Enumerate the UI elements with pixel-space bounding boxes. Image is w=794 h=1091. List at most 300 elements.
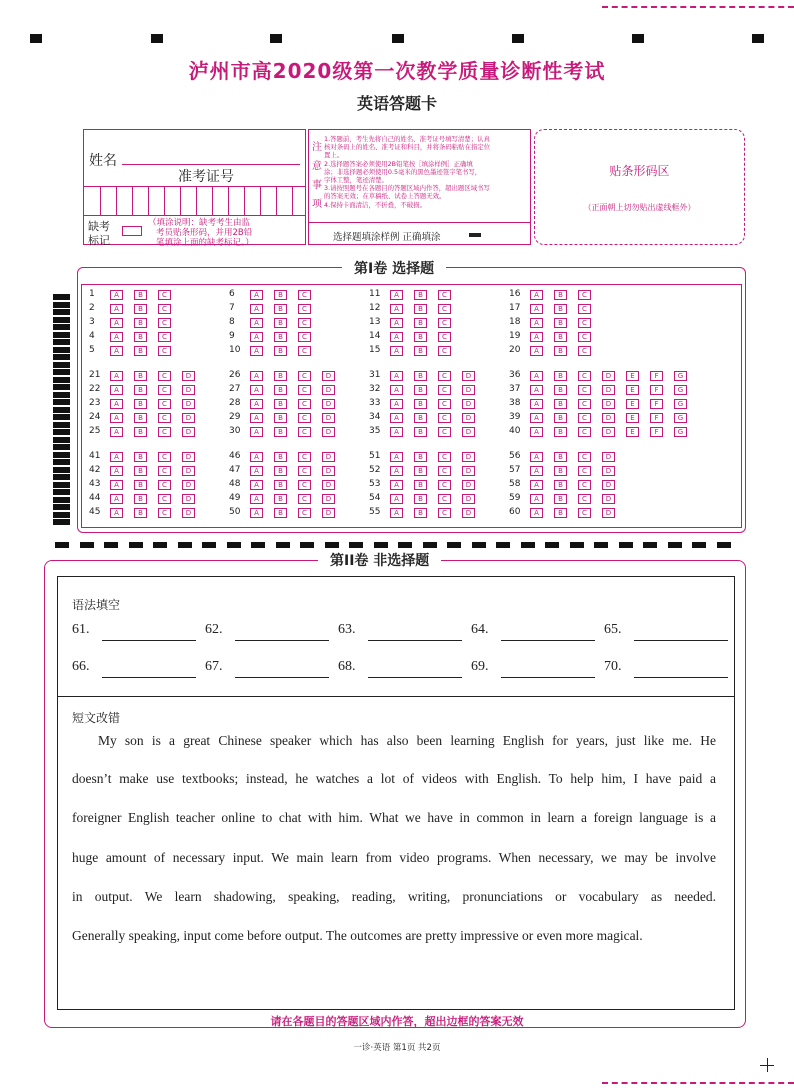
answer-option-a[interactable]: A: [530, 371, 543, 381]
answer-option-b[interactable]: B: [554, 290, 567, 300]
answer-option-a[interactable]: A: [250, 399, 263, 409]
answer-option-g[interactable]: G: [674, 413, 687, 423]
answer-option-a[interactable]: A: [110, 385, 123, 395]
answer-option-c[interactable]: C: [298, 332, 311, 342]
answer-option-b[interactable]: B: [134, 466, 147, 476]
answer-option-a[interactable]: A: [530, 318, 543, 328]
answer-option-c[interactable]: C: [158, 290, 171, 300]
question-number: 35: [369, 426, 381, 436]
answer-option-d[interactable]: D: [322, 494, 335, 504]
answer-option-c[interactable]: C: [158, 332, 171, 342]
answer-option-b[interactable]: B: [134, 399, 147, 409]
question-number: 37: [509, 384, 521, 394]
question-number: 55: [369, 507, 381, 517]
answer-option-a[interactable]: A: [250, 371, 263, 381]
answer-option-b[interactable]: B: [554, 452, 567, 462]
answer-option-c[interactable]: C: [158, 452, 171, 462]
answer-option-b[interactable]: B: [414, 480, 427, 490]
answer-option-a[interactable]: A: [530, 466, 543, 476]
answer-option-b[interactable]: B: [414, 413, 427, 423]
answer-option-a[interactable]: A: [110, 466, 123, 476]
answer-option-c[interactable]: C: [298, 290, 311, 300]
question-number: 26: [229, 370, 241, 380]
answer-option-a[interactable]: A: [110, 480, 123, 490]
answer-blank[interactable]: [501, 640, 595, 641]
answer-option-a[interactable]: A: [530, 508, 543, 518]
answer-option-c[interactable]: C: [438, 385, 451, 395]
page-title: 泸州市高2020级第一次教学质量诊断性考试: [188, 59, 606, 83]
answer-option-c[interactable]: C: [438, 452, 451, 462]
answer-option-c[interactable]: C: [578, 332, 591, 342]
question-number: 24: [89, 412, 101, 422]
answer-option-d[interactable]: D: [322, 399, 335, 409]
answer-option-b[interactable]: B: [554, 318, 567, 328]
answer-option-g[interactable]: G: [674, 399, 687, 409]
answer-option-a[interactable]: A: [390, 385, 403, 395]
answer-option-a[interactable]: A: [390, 318, 403, 328]
timing-mark: [545, 542, 559, 548]
answer-option-d[interactable]: D: [182, 494, 195, 504]
answer-option-a[interactable]: A: [530, 346, 543, 356]
answer-option-c[interactable]: C: [158, 371, 171, 381]
timing-mark: [423, 542, 437, 548]
question-number: 21: [89, 370, 101, 380]
absent-mark-box[interactable]: [122, 226, 142, 236]
answer-option-b[interactable]: B: [554, 332, 567, 342]
timing-mark: [692, 542, 706, 548]
answer-option-g[interactable]: G: [674, 427, 687, 437]
answer-option-c[interactable]: C: [578, 452, 591, 462]
answer-option-c[interactable]: C: [578, 427, 591, 437]
answer-option-a[interactable]: A: [250, 290, 263, 300]
answer-option-b[interactable]: B: [134, 346, 147, 356]
answer-option-b[interactable]: B: [414, 427, 427, 437]
answer-option-a[interactable]: A: [530, 385, 543, 395]
answer-option-d[interactable]: D: [182, 385, 195, 395]
answer-option-b[interactable]: B: [134, 332, 147, 342]
answer-option-f[interactable]: F: [650, 371, 663, 381]
answer-option-b[interactable]: B: [554, 346, 567, 356]
answer-option-b[interactable]: B: [274, 290, 287, 300]
answer-option-a[interactable]: A: [110, 452, 123, 462]
answer-option-d[interactable]: D: [322, 427, 335, 437]
fill-sample-mark: [469, 233, 481, 237]
answer-option-d[interactable]: D: [182, 480, 195, 490]
answer-option-a[interactable]: A: [250, 480, 263, 490]
answer-option-b[interactable]: B: [554, 399, 567, 409]
answer-option-a[interactable]: A: [390, 452, 403, 462]
answer-option-a[interactable]: A: [390, 508, 403, 518]
answer-option-d[interactable]: D: [602, 371, 615, 381]
answer-blank[interactable]: [235, 677, 329, 678]
answer-option-a[interactable]: A: [250, 318, 263, 328]
answer-option-a[interactable]: A: [390, 494, 403, 504]
answer-option-d[interactable]: D: [182, 371, 195, 381]
answer-option-b[interactable]: B: [134, 427, 147, 437]
answer-option-d[interactable]: D: [322, 480, 335, 490]
answer-option-d[interactable]: D: [322, 452, 335, 462]
name-field[interactable]: [122, 164, 300, 165]
answer-option-c[interactable]: C: [578, 508, 591, 518]
exam-id-label: 准考证号: [178, 169, 234, 185]
timing-mark: [496, 542, 510, 548]
answer-option-b[interactable]: B: [134, 318, 147, 328]
answer-option-c[interactable]: C: [298, 385, 311, 395]
answer-option-c[interactable]: C: [438, 413, 451, 423]
answer-option-a[interactable]: A: [530, 480, 543, 490]
answer-option-a[interactable]: A: [390, 332, 403, 342]
answer-option-b[interactable]: B: [134, 304, 147, 314]
answer-option-c[interactable]: C: [438, 290, 451, 300]
answer-option-b[interactable]: B: [274, 480, 287, 490]
answer-option-a[interactable]: A: [530, 452, 543, 462]
timing-mark: [178, 542, 192, 548]
absent-note: （填涂说明：缺考考生由监: [148, 218, 251, 228]
answer-option-a[interactable]: A: [110, 508, 123, 518]
answer-option-d[interactable]: D: [182, 399, 195, 409]
answer-option-a[interactable]: A: [530, 494, 543, 504]
answer-option-d[interactable]: D: [602, 385, 615, 395]
answer-option-b[interactable]: B: [274, 508, 287, 518]
answer-option-c[interactable]: C: [578, 304, 591, 314]
answer-option-c[interactable]: C: [298, 346, 311, 356]
answer-option-a[interactable]: A: [110, 304, 123, 314]
answer-option-b[interactable]: B: [414, 332, 427, 342]
answer-option-c[interactable]: C: [438, 399, 451, 409]
answer-option-f[interactable]: F: [650, 399, 663, 409]
answer-option-d[interactable]: D: [602, 508, 615, 518]
answer-option-b[interactable]: B: [134, 371, 147, 381]
answer-option-c[interactable]: C: [578, 346, 591, 356]
answer-option-c[interactable]: C: [578, 466, 591, 476]
question-number: 17: [509, 303, 521, 313]
answer-option-c[interactable]: C: [158, 494, 171, 504]
answer-option-c[interactable]: C: [578, 385, 591, 395]
answer-option-e[interactable]: E: [626, 413, 639, 423]
answer-option-a[interactable]: A: [390, 466, 403, 476]
answer-option-b[interactable]: B: [414, 466, 427, 476]
answer-option-d[interactable]: D: [322, 508, 335, 518]
answer-option-c[interactable]: C: [578, 494, 591, 504]
answer-option-b[interactable]: B: [414, 494, 427, 504]
answer-option-c[interactable]: C: [298, 480, 311, 490]
answer-option-b[interactable]: B: [554, 427, 567, 437]
timing-mark: [227, 542, 241, 548]
answer-option-c[interactable]: C: [298, 508, 311, 518]
answer-option-b[interactable]: B: [414, 371, 427, 381]
answer-option-a[interactable]: A: [250, 452, 263, 462]
answer-option-c[interactable]: C: [578, 413, 591, 423]
answer-option-d[interactable]: D: [462, 452, 475, 462]
answer-option-d[interactable]: D: [462, 466, 475, 476]
answer-option-a[interactable]: A: [250, 304, 263, 314]
answer-option-a[interactable]: A: [250, 427, 263, 437]
answer-blank[interactable]: [501, 677, 595, 678]
answer-option-d[interactable]: D: [182, 413, 195, 423]
answer-option-c[interactable]: C: [158, 399, 171, 409]
answer-option-a[interactable]: A: [110, 399, 123, 409]
answer-option-c[interactable]: C: [298, 494, 311, 504]
answer-option-d[interactable]: D: [322, 413, 335, 423]
timing-mark: [251, 542, 265, 548]
answer-option-b[interactable]: B: [274, 466, 287, 476]
answer-option-a[interactable]: A: [110, 427, 123, 437]
card-subtitle: 英语答题卡: [356, 94, 437, 113]
answer-option-g[interactable]: G: [674, 385, 687, 395]
answer-option-b[interactable]: B: [414, 318, 427, 328]
essay-line: foreigner English teacher online to chat with him. What we have in common in learn a foreign language is a: [72, 810, 716, 825]
answer-option-b[interactable]: B: [274, 494, 287, 504]
answer-option-b[interactable]: B: [134, 508, 147, 518]
answer-option-c[interactable]: C: [438, 346, 451, 356]
answer-option-a[interactable]: A: [110, 413, 123, 423]
answer-option-d[interactable]: D: [602, 399, 615, 409]
answer-option-c[interactable]: C: [158, 508, 171, 518]
answer-option-c[interactable]: C: [298, 399, 311, 409]
answer-option-c[interactable]: C: [578, 480, 591, 490]
blank-number: 68.: [338, 659, 356, 674]
answer-option-e[interactable]: E: [626, 385, 639, 395]
answer-option-b[interactable]: B: [274, 427, 287, 437]
answer-option-d[interactable]: D: [182, 427, 195, 437]
answer-option-d[interactable]: D: [462, 427, 475, 437]
answer-option-c[interactable]: C: [438, 480, 451, 490]
answer-option-b[interactable]: B: [134, 290, 147, 300]
answer-option-b[interactable]: B: [134, 494, 147, 504]
answer-option-c[interactable]: C: [578, 318, 591, 328]
answer-option-c[interactable]: C: [158, 466, 171, 476]
answer-option-a[interactable]: A: [390, 427, 403, 437]
timing-mark: [752, 34, 764, 43]
answer-option-a[interactable]: A: [110, 346, 123, 356]
answer-option-d[interactable]: D: [602, 494, 615, 504]
answer-option-b[interactable]: B: [134, 452, 147, 462]
question-number: 41: [89, 451, 101, 461]
answer-option-b[interactable]: B: [134, 385, 147, 395]
answer-option-a[interactable]: A: [250, 346, 263, 356]
section-divider: [57, 696, 735, 697]
answer-option-f[interactable]: F: [650, 427, 663, 437]
answer-option-d[interactable]: D: [602, 427, 615, 437]
question-number: 13: [369, 317, 381, 327]
answer-option-a[interactable]: A: [250, 494, 263, 504]
essay-line: huge amount of necessary input. We main learn from video programs. When necessary, we may be involve: [72, 850, 716, 865]
answer-option-a[interactable]: A: [530, 290, 543, 300]
answer-blank[interactable]: [235, 640, 329, 641]
answer-option-b[interactable]: B: [274, 346, 287, 356]
answer-option-b[interactable]: B: [274, 371, 287, 381]
answer-option-d[interactable]: D: [322, 466, 335, 476]
answer-option-b[interactable]: B: [414, 304, 427, 314]
answer-option-d[interactable]: D: [322, 371, 335, 381]
answer-option-f[interactable]: F: [650, 413, 663, 423]
question-number: 50: [229, 507, 241, 517]
answer-blank[interactable]: [634, 677, 728, 678]
answer-option-c[interactable]: C: [298, 371, 311, 381]
part2-answer-area: [57, 576, 735, 1010]
answer-option-d[interactable]: D: [462, 371, 475, 381]
answer-option-a[interactable]: A: [530, 304, 543, 314]
answer-option-c[interactable]: C: [158, 346, 171, 356]
question-number: 39: [509, 412, 521, 422]
answer-option-a[interactable]: A: [250, 413, 263, 423]
answer-option-d[interactable]: D: [462, 399, 475, 409]
question-number: 53: [369, 479, 381, 489]
answer-blank[interactable]: [368, 677, 462, 678]
answer-option-b[interactable]: B: [134, 480, 147, 490]
answer-option-b[interactable]: B: [414, 508, 427, 518]
answer-option-e[interactable]: E: [626, 427, 639, 437]
answer-option-c[interactable]: C: [438, 508, 451, 518]
answer-option-d[interactable]: D: [462, 385, 475, 395]
answer-option-b[interactable]: B: [414, 399, 427, 409]
answer-option-a[interactable]: A: [390, 480, 403, 490]
answer-option-a[interactable]: A: [390, 346, 403, 356]
answer-option-d[interactable]: D: [602, 413, 615, 423]
answer-option-a[interactable]: A: [110, 494, 123, 504]
answer-option-a[interactable]: A: [250, 385, 263, 395]
answer-option-b[interactable]: B: [414, 290, 427, 300]
answer-option-c[interactable]: C: [158, 304, 171, 314]
answer-option-d[interactable]: D: [182, 452, 195, 462]
answer-option-d[interactable]: D: [462, 480, 475, 490]
answer-option-a[interactable]: A: [390, 304, 403, 314]
answer-option-b[interactable]: B: [554, 304, 567, 314]
answer-option-b[interactable]: B: [554, 385, 567, 395]
question-number: 31: [369, 370, 381, 380]
answer-option-b[interactable]: B: [274, 304, 287, 314]
answer-option-c[interactable]: C: [438, 466, 451, 476]
answer-option-g[interactable]: G: [674, 371, 687, 381]
timing-mark: [53, 444, 70, 450]
answer-option-d[interactable]: D: [182, 508, 195, 518]
answer-option-e[interactable]: E: [626, 399, 639, 409]
answer-option-c[interactable]: C: [158, 480, 171, 490]
answer-option-d[interactable]: D: [462, 413, 475, 423]
question-number: 36: [509, 370, 521, 380]
answer-option-a[interactable]: A: [250, 466, 263, 476]
answer-option-a[interactable]: A: [390, 399, 403, 409]
answer-option-e[interactable]: E: [626, 371, 639, 381]
timing-mark: [643, 542, 657, 548]
answer-option-c[interactable]: C: [298, 452, 311, 462]
answer-option-a[interactable]: A: [530, 427, 543, 437]
answer-option-b[interactable]: B: [134, 413, 147, 423]
answer-option-c[interactable]: C: [438, 304, 451, 314]
answer-option-d[interactable]: D: [182, 466, 195, 476]
blank-number: 69.: [471, 659, 489, 674]
answer-option-c[interactable]: C: [438, 494, 451, 504]
answer-option-a[interactable]: A: [530, 413, 543, 423]
answer-option-c[interactable]: C: [438, 318, 451, 328]
answer-option-c[interactable]: C: [438, 427, 451, 437]
answer-option-c[interactable]: C: [438, 371, 451, 381]
question-number: 32: [369, 384, 381, 394]
answer-option-a[interactable]: A: [390, 290, 403, 300]
blank-number: 62.: [205, 622, 223, 637]
answer-option-a[interactable]: A: [250, 508, 263, 518]
answer-option-b[interactable]: B: [274, 332, 287, 342]
answer-option-a[interactable]: A: [110, 290, 123, 300]
answer-option-a[interactable]: A: [530, 332, 543, 342]
answer-option-b[interactable]: B: [554, 466, 567, 476]
answer-option-d[interactable]: D: [462, 494, 475, 504]
answer-option-c[interactable]: C: [578, 371, 591, 381]
answer-option-a[interactable]: A: [110, 332, 123, 342]
answer-option-c[interactable]: C: [578, 399, 591, 409]
answer-option-a[interactable]: A: [390, 413, 403, 423]
answer-option-c[interactable]: C: [298, 466, 311, 476]
answer-option-b[interactable]: B: [414, 385, 427, 395]
answer-option-d[interactable]: D: [462, 508, 475, 518]
answer-option-b[interactable]: B: [554, 480, 567, 490]
question-number: 44: [89, 493, 101, 503]
answer-option-b[interactable]: B: [414, 452, 427, 462]
timing-mark: [53, 294, 70, 300]
answer-option-c[interactable]: C: [298, 427, 311, 437]
question-number: 49: [229, 493, 241, 503]
answer-blank[interactable]: [634, 640, 728, 641]
timing-mark: [53, 377, 70, 383]
timing-mark: [619, 542, 633, 548]
answer-option-c[interactable]: C: [158, 427, 171, 437]
answer-option-c[interactable]: C: [298, 304, 311, 314]
answer-option-b[interactable]: B: [554, 371, 567, 381]
question-number: 11: [369, 289, 381, 299]
timing-mark: [53, 437, 70, 443]
answer-option-b[interactable]: B: [274, 399, 287, 409]
answer-option-c[interactable]: C: [158, 318, 171, 328]
answer-option-a[interactable]: A: [110, 318, 123, 328]
answer-option-d[interactable]: D: [602, 466, 615, 476]
answer-option-d[interactable]: D: [602, 480, 615, 490]
answer-option-a[interactable]: A: [530, 399, 543, 409]
answer-option-a[interactable]: A: [110, 371, 123, 381]
answer-option-f[interactable]: F: [650, 385, 663, 395]
timing-mark: [53, 459, 70, 465]
timing-mark: [349, 542, 363, 548]
question-number: 33: [369, 398, 381, 408]
timing-mark: [53, 324, 70, 330]
answer-option-b[interactable]: B: [554, 413, 567, 423]
answer-option-a[interactable]: A: [250, 332, 263, 342]
answer-blank[interactable]: [368, 640, 462, 641]
answer-option-d[interactable]: D: [602, 452, 615, 462]
question-number: 12: [369, 303, 381, 313]
answer-option-a[interactable]: A: [390, 371, 403, 381]
answer-option-b[interactable]: B: [274, 385, 287, 395]
answer-option-d[interactable]: D: [322, 385, 335, 395]
timing-mark: [447, 542, 461, 548]
answer-option-c[interactable]: C: [158, 413, 171, 423]
exam-id-grid[interactable]: [84, 186, 305, 216]
answer-blank[interactable]: [102, 640, 196, 641]
answer-option-c[interactable]: C: [578, 290, 591, 300]
answer-option-c[interactable]: C: [158, 385, 171, 395]
answer-option-b[interactable]: B: [274, 318, 287, 328]
answer-blank[interactable]: [102, 677, 196, 678]
answer-option-c[interactable]: C: [298, 318, 311, 328]
answer-option-c[interactable]: C: [298, 413, 311, 423]
answer-option-b[interactable]: B: [274, 413, 287, 423]
timing-mark: [53, 347, 70, 353]
answer-option-b[interactable]: B: [554, 494, 567, 504]
answer-option-b[interactable]: B: [554, 508, 567, 518]
timing-mark: [53, 302, 70, 308]
answer-option-c[interactable]: C: [438, 332, 451, 342]
answer-option-b[interactable]: B: [274, 452, 287, 462]
answer-option-b[interactable]: B: [414, 346, 427, 356]
